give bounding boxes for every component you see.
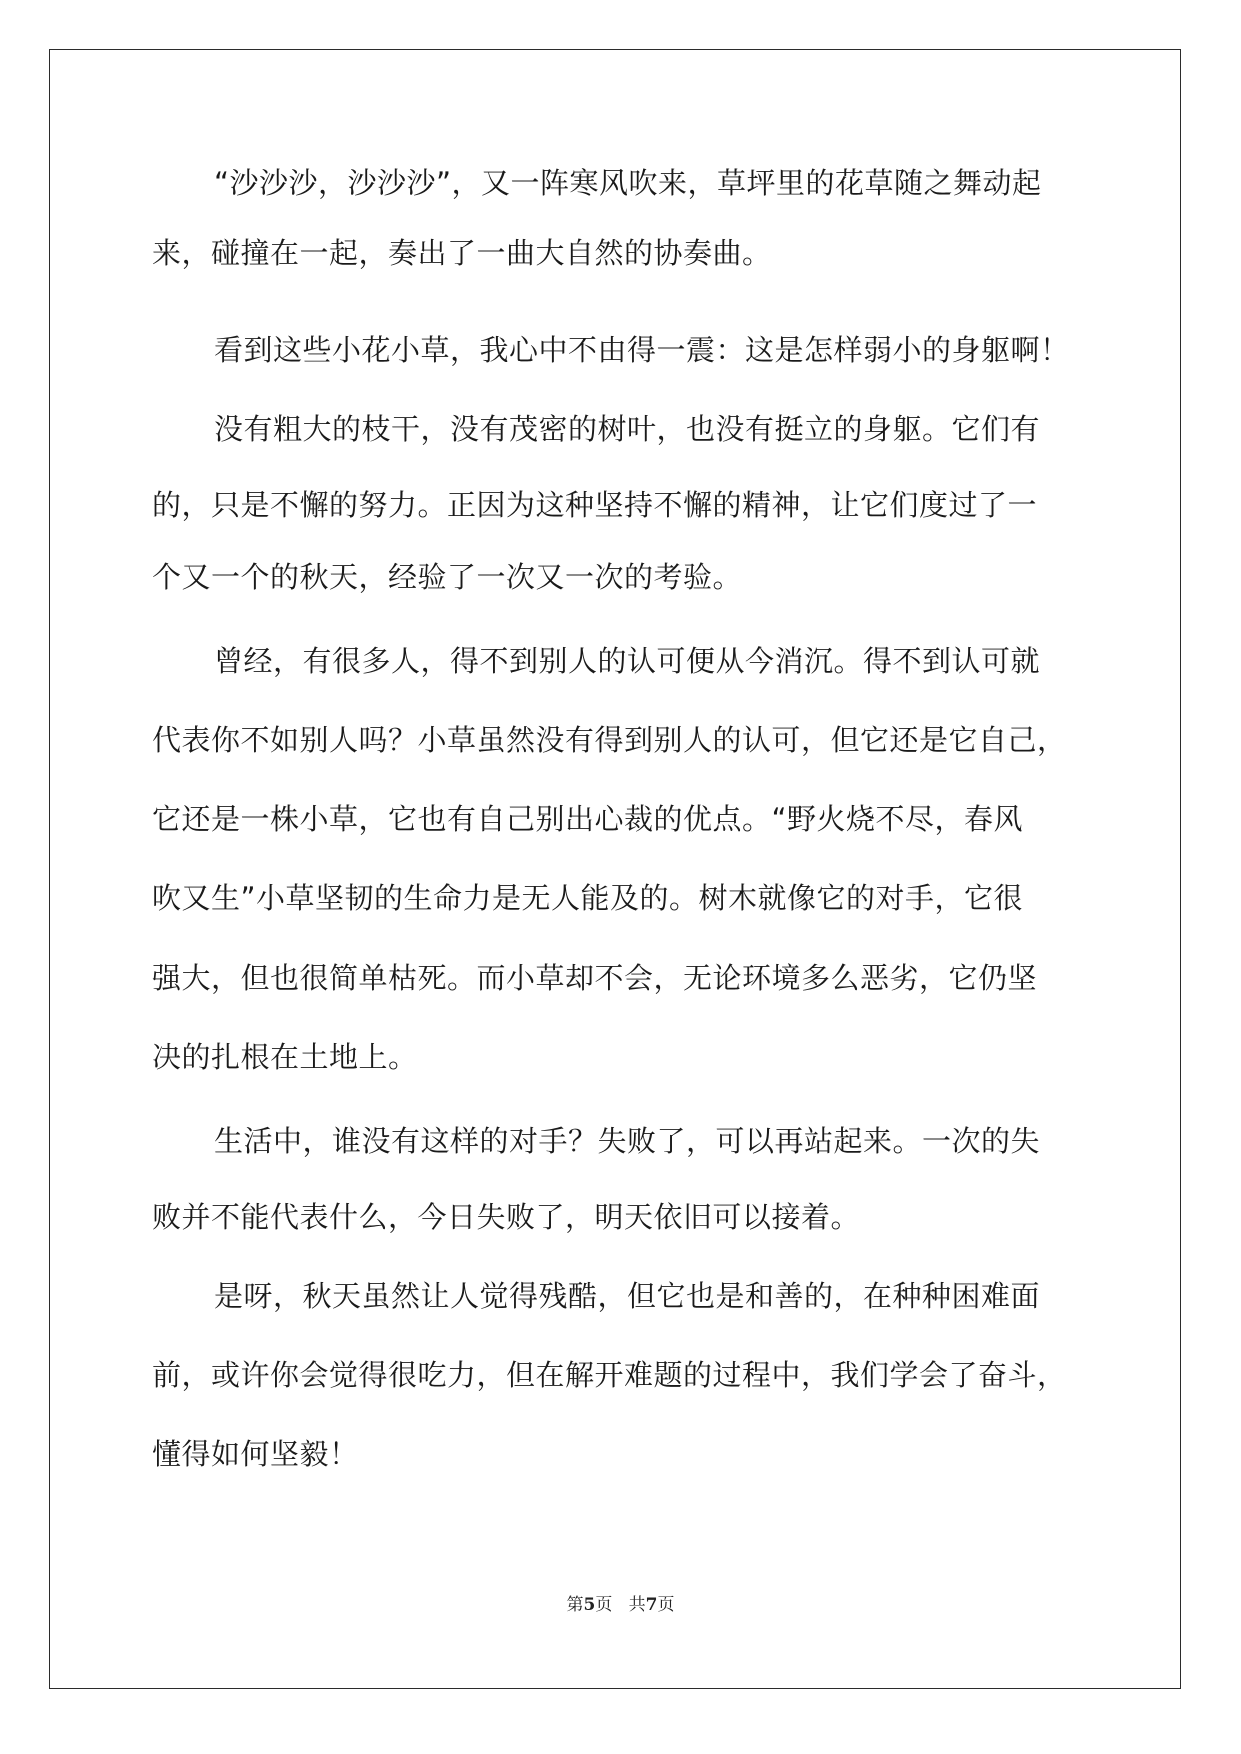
text-line: 它还是一株小草，它也有自己别出心裁的优点。“野火烧不尽，春风 bbox=[152, 802, 1024, 836]
total-page-number: 7 bbox=[645, 1595, 658, 1615]
text-line: 前，或许你会觉得很吃力，但在解开难题的过程中，我们学会了奋斗， bbox=[152, 1358, 1067, 1392]
text-line: 曾经，有很多人，得不到别人的认可便从今消沉。得不到认可就 bbox=[214, 644, 1041, 678]
text-line: 是呀，秋天虽然让人觉得残酷，但它也是和善的，在种种困难面 bbox=[214, 1279, 1041, 1313]
text-line: 的，只是不懈的努力。正因为这种坚持不懈的精神，让它们度过了一 bbox=[152, 488, 1038, 522]
page-number-footer bbox=[0, 1590, 1241, 1615]
text-line: 看到这些小花小草，我心中不由得一震：这是怎样弱小的身躯啊！ bbox=[214, 333, 1070, 367]
text-line: 决的扎根在土地上。 bbox=[152, 1040, 418, 1074]
text-line: 强大，但也很简单枯死。而小草却不会，无论环境多么恶劣，它仍坚 bbox=[152, 961, 1038, 995]
text-line: 个又一个的秋天，经验了一次又一次的考验。 bbox=[152, 560, 743, 594]
footer-middle: 页 共 bbox=[595, 1595, 646, 1615]
text-line: 生活中，谁没有这样的对手？失败了，可以再站起来。一次的失 bbox=[214, 1124, 1041, 1158]
text-line: 吹又生”小草坚韧的生命力是无人能及的。树木就像它的对手，它很 bbox=[152, 881, 1024, 915]
text-line: 懂得如何坚毅！ bbox=[152, 1437, 359, 1471]
footer-suffix: 页 bbox=[657, 1595, 675, 1615]
text-line: “沙沙沙，沙沙沙”，又一阵寒风吹来，草坪里的花草随之舞动起 bbox=[214, 166, 1042, 200]
text-line: 代表你不如别人吗？小草虽然没有得到别人的认可，但它还是它自己， bbox=[152, 723, 1067, 757]
text-line: 没有粗大的枝干，没有茂密的树叶，也没有挺立的身躯。它们有 bbox=[214, 412, 1041, 446]
text-line: 败并不能代表什么，今日失败了，明天依旧可以接着。 bbox=[152, 1200, 861, 1234]
text-line: 来，碰撞在一起，奏出了一曲大自然的协奏曲。 bbox=[152, 236, 772, 270]
footer-prefix: 第 bbox=[566, 1595, 584, 1615]
current-page-number: 5 bbox=[583, 1595, 596, 1615]
